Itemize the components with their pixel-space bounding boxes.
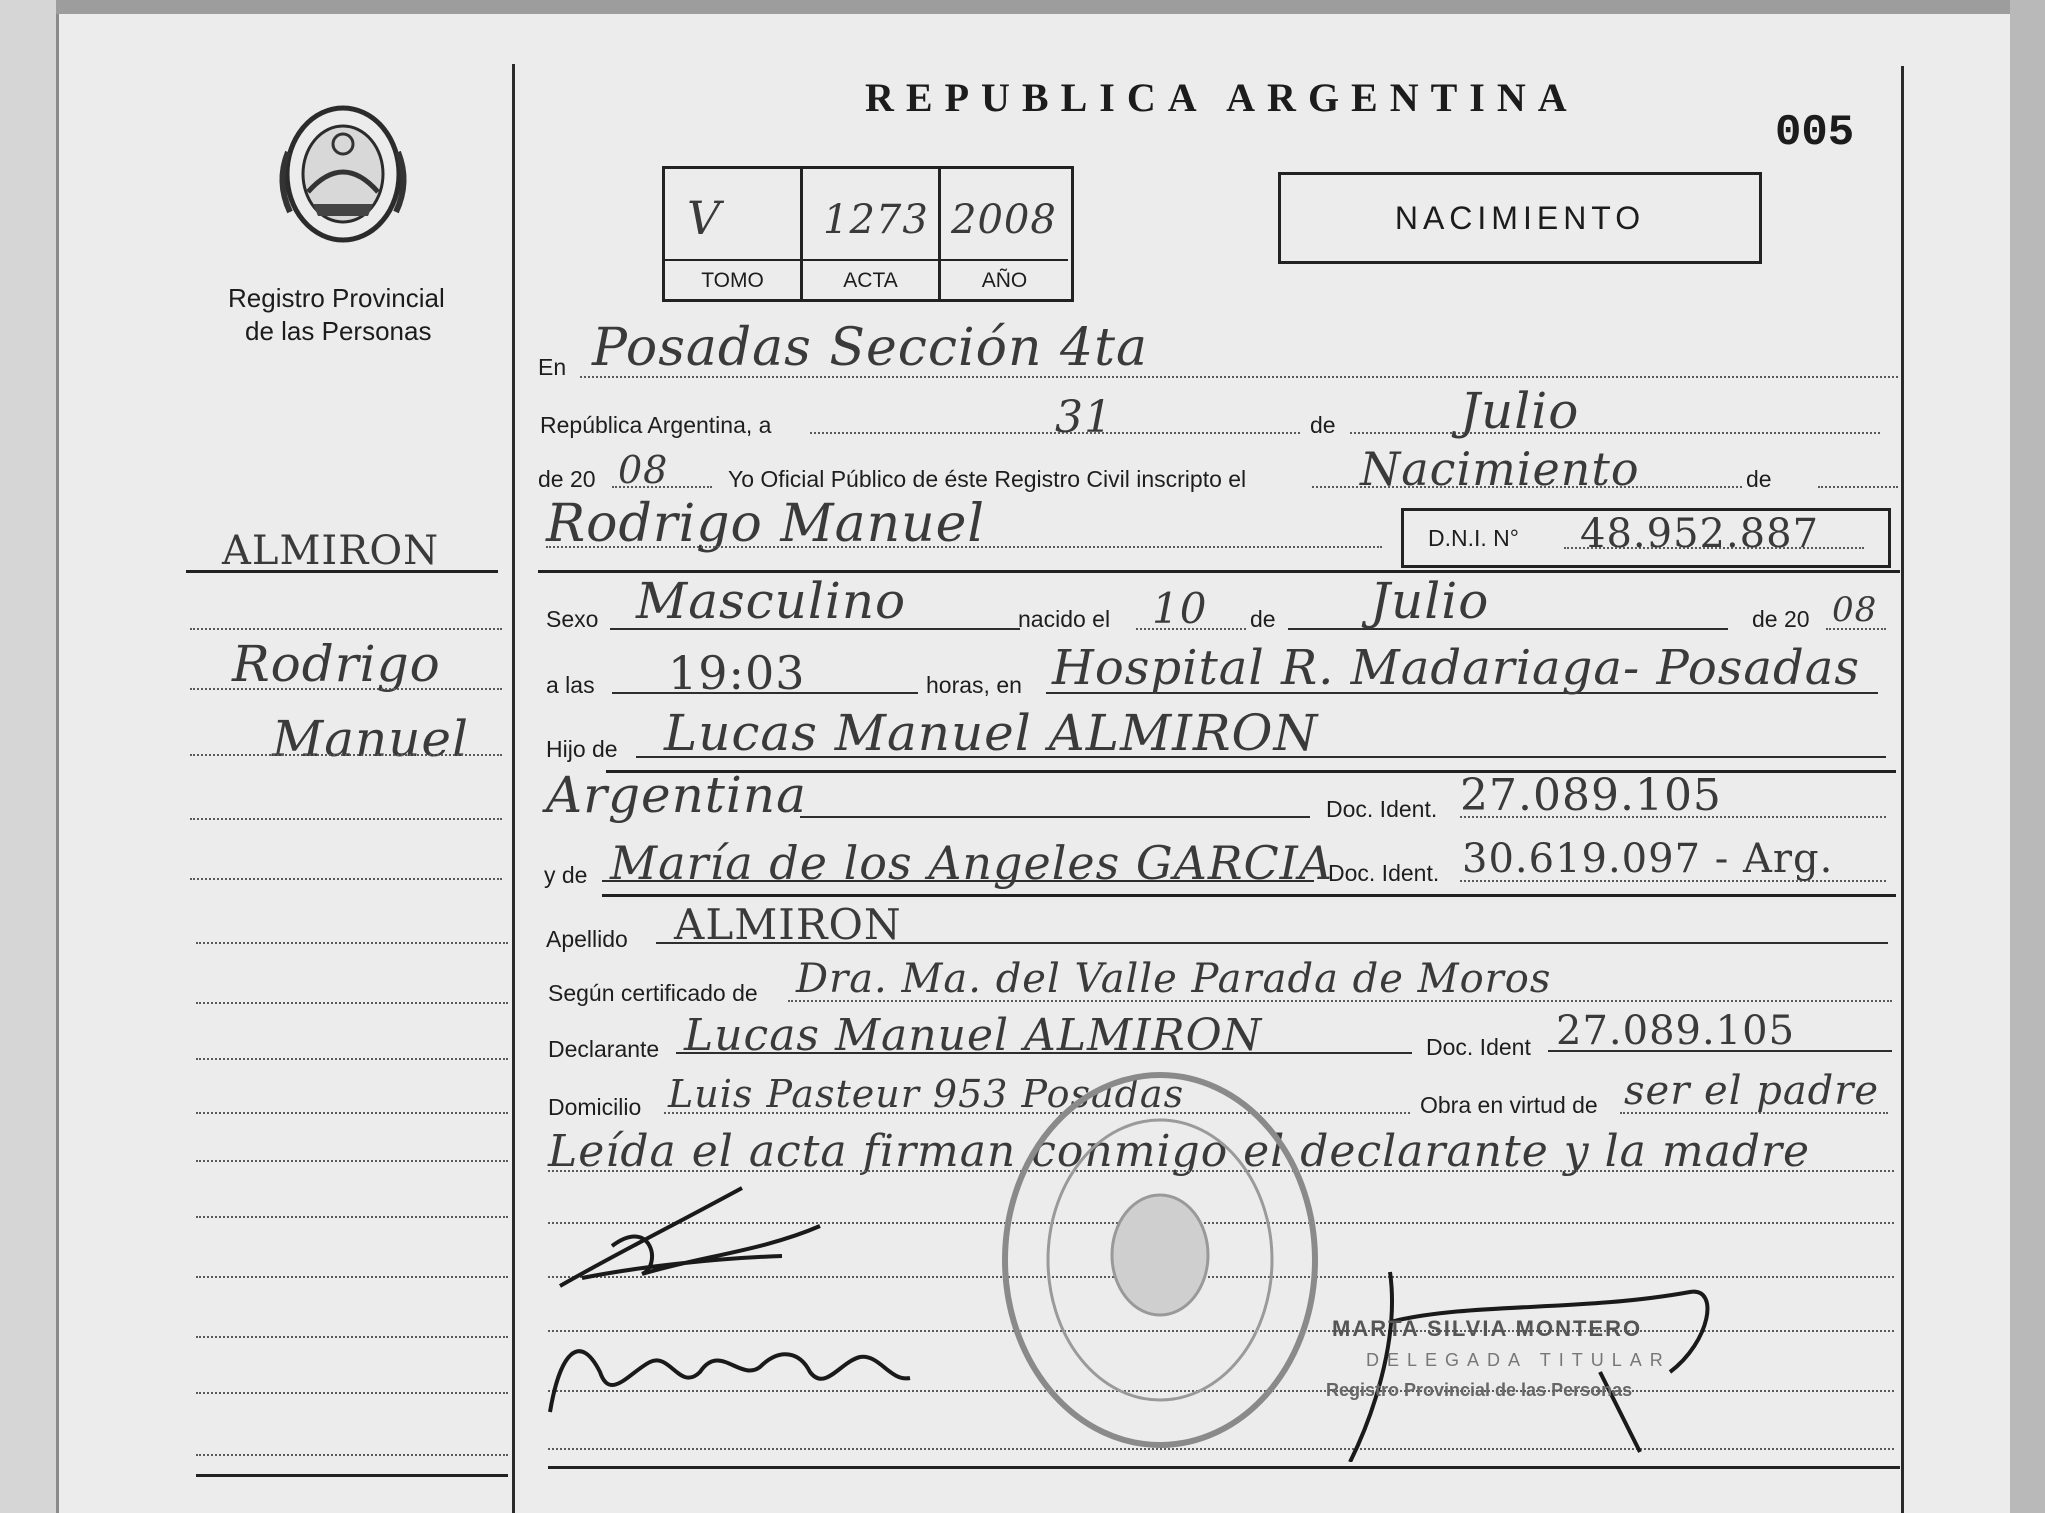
en-label: En xyxy=(538,354,567,380)
margin-line xyxy=(196,1002,508,1004)
de-label: de xyxy=(1310,412,1336,438)
mother-signature xyxy=(540,1312,940,1422)
nationality-line xyxy=(800,816,1310,818)
margin-line xyxy=(196,1216,508,1218)
birth-year: 08 xyxy=(1832,590,1878,630)
margin-line xyxy=(196,1058,508,1060)
de-label-3: de xyxy=(1250,606,1276,632)
official-name: MARTA SILVIA MONTERO xyxy=(1332,1316,1643,1341)
registry-name-line1: Registro Provincial xyxy=(228,283,445,313)
form-bottom-line xyxy=(548,1466,1900,1469)
declarant-signature xyxy=(552,1186,832,1296)
ano-value: 2008 xyxy=(951,197,1057,243)
sexo-value: Masculino xyxy=(636,572,907,630)
document-title: REPUBLICA ARGENTINA xyxy=(865,75,1579,120)
ano-label: AÑO xyxy=(941,259,1068,301)
dni-label: D.N.I. N° xyxy=(1428,525,1519,551)
alas-label: a las xyxy=(546,672,595,698)
mother-name: María de los Angeles GARCIA xyxy=(610,836,1334,890)
apellido-value: ALMIRON xyxy=(674,900,902,949)
child-name: Rodrigo Manuel xyxy=(546,494,985,554)
margin-line xyxy=(190,818,502,820)
margin-line xyxy=(190,878,502,880)
apellido-label: Apellido xyxy=(546,926,628,952)
margin-line xyxy=(196,1276,508,1278)
month-value: Julio xyxy=(1460,382,1580,440)
ano-cell xyxy=(941,169,1068,259)
tomo-value: V xyxy=(687,191,722,245)
declarante-doc: 27.089.105 xyxy=(1556,1008,1796,1054)
de-line xyxy=(1818,486,1898,488)
de20-label-2: de 20 xyxy=(1752,606,1810,632)
mother-underline xyxy=(602,894,1896,897)
margin-given-name-2: Manuel xyxy=(272,710,469,768)
margin-line xyxy=(196,1160,508,1162)
name-line xyxy=(546,546,1382,548)
obra-value: ser el padre xyxy=(1624,1068,1880,1114)
obra-label: Obra en virtud de xyxy=(1420,1092,1598,1118)
month-line xyxy=(1350,432,1880,434)
margin-given-name-1: Rodrigo xyxy=(232,635,441,693)
doc-ident-label-2: Doc. Ident. xyxy=(1328,860,1440,886)
sexo-label: Sexo xyxy=(546,606,599,632)
margin-bottom-line xyxy=(196,1474,508,1477)
nacido-label: nacido el xyxy=(1018,606,1111,632)
father-doc: 27.089.105 xyxy=(1460,770,1722,821)
hijo-label: Hijo de xyxy=(546,736,618,762)
declarante-value: Lucas Manuel ALMIRON xyxy=(684,1010,1263,1061)
horas-label: horas, en xyxy=(926,672,1022,698)
mother-doc: 30.619.097 - Arg. xyxy=(1462,836,1834,882)
birth-month-line xyxy=(1288,628,1728,630)
margin-line xyxy=(196,1336,508,1338)
domicilio-label: Domicilio xyxy=(548,1094,642,1120)
margin-line xyxy=(190,754,502,756)
reading-note: Leída el acta firman conmigo el declarante y la madre xyxy=(548,1126,1811,1177)
official-title: DELEGADA TITULAR xyxy=(1366,1350,1671,1370)
margin-line xyxy=(190,628,502,630)
page-edge xyxy=(2010,0,2045,1513)
record-grid xyxy=(662,166,1074,302)
father-nationality: Argentina xyxy=(546,766,807,824)
de20-label: de 20 xyxy=(538,466,596,492)
birth-place: Hospital R. Madariaga- Posadas xyxy=(1052,640,1860,696)
republica-label: República Argentina, a xyxy=(540,412,772,438)
certificado-label: Según certificado de xyxy=(548,980,758,1006)
yde-label: y de xyxy=(544,862,588,888)
seal-emblem-icon xyxy=(268,92,418,252)
acta-cell xyxy=(803,169,941,259)
margin-surname: ALMIRON xyxy=(222,528,440,574)
official-stamp-icon xyxy=(995,1065,1325,1455)
margin-line xyxy=(196,1112,508,1114)
tomo-cell xyxy=(665,169,803,259)
day-value: 31 xyxy=(1055,392,1113,443)
year-value: 08 xyxy=(618,448,669,492)
declarante-label: Declarante xyxy=(548,1036,660,1062)
certificado-value: Dra. Ma. del Valle Parada de Moros xyxy=(796,956,1552,1002)
domicilio-value: Luis Pasteur 953 Posadas xyxy=(668,1072,1185,1116)
birth-day: 10 xyxy=(1152,584,1208,633)
acta-label: ACTA xyxy=(803,259,941,301)
official-office: Registro Provincial de las Personas xyxy=(1326,1380,1633,1400)
page-number: 005 xyxy=(1775,108,1855,158)
registry-name-line2: de las Personas xyxy=(245,316,432,346)
dni-value: 48.952.887 xyxy=(1580,511,1820,557)
dni-box xyxy=(1401,508,1891,568)
margin-line xyxy=(196,942,508,944)
margin-line xyxy=(196,1454,508,1456)
margin-separator xyxy=(512,64,515,1513)
en-value: Posadas Sección 4ta xyxy=(592,318,1148,378)
doc-ident-label: Doc. Ident. xyxy=(1326,796,1438,822)
birth-time: 19:03 xyxy=(668,646,806,700)
provincial-seal xyxy=(268,92,418,252)
father-name: Lucas Manuel ALMIRON xyxy=(664,704,1319,762)
record-type-box: NACIMIENTO xyxy=(1278,172,1762,264)
birth-month: Julio xyxy=(1370,572,1490,630)
act-value: Nacimiento xyxy=(1360,442,1640,496)
binding-gutter xyxy=(0,0,56,1513)
margin-line xyxy=(196,1392,508,1394)
margin-line xyxy=(190,688,502,690)
doc-ident-label-3: Doc. Ident xyxy=(1426,1034,1531,1060)
oficial-label: Yo Oficial Público de éste Registro Civil inscripto el xyxy=(728,466,1247,492)
right-border xyxy=(1901,66,1904,1513)
tomo-label: TOMO xyxy=(665,259,803,301)
acta-value: 1273 xyxy=(823,197,929,243)
de-label-2: de xyxy=(1746,466,1772,492)
margin-surname-line xyxy=(186,570,498,573)
